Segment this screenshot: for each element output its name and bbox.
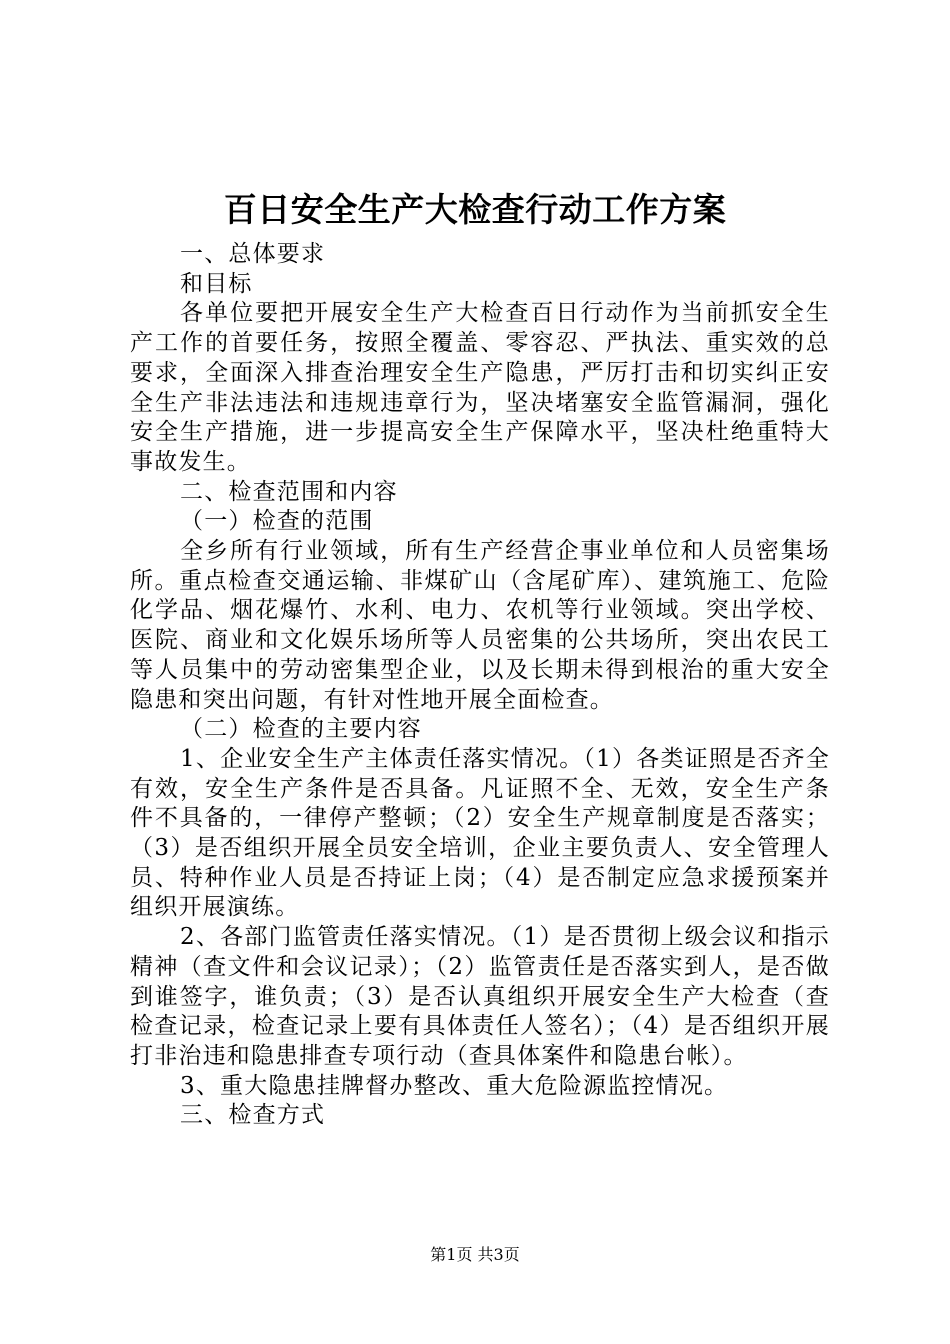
section-heading-1-cont: 和目标	[180, 270, 253, 297]
document-body	[130, 240, 830, 1131]
paragraph-item-1: 1、企业安全生产主体责任落实情况。（1）各类证照是否齐全有效，安全生产条件是否具备。凡证照不全、无效，安全生产条件不具备的，一律停产整顿；（2）安全生产规章制度是否落实；（3）是否组织开展全员安全培训，企业主要负责人、安全管理人员、特种作业人员是否持证上岗；（4）是否制定应急求援预案并组织开展演练。	[130, 745, 830, 921]
paragraph-item-3: 3、重大隐患挂牌督办整改、重大危险源监控情况。	[180, 1072, 729, 1099]
paragraph-goals: 各单位要把开展安全生产大检查百日行动作为当前抓安全生产工作的首要任务，按照全覆盖、零容忍、严执法、重实效的总要求，全面深入排查治理安全生产隐患，严厉打击和切实纠正安全生产非法违法和违规违章行为，坚决堵塞安全监管漏洞，强化安全生产措施，进一步提高安全生产保障水平，坚决杜绝重特大事故发生。	[130, 300, 830, 475]
section-heading-2: 二、检查范围和内容	[180, 478, 398, 505]
subsection-heading-content: （二）检查的主要内容	[180, 716, 422, 743]
paragraph-scope: 全乡所有行业领域，所有生产经营企事业单位和人员密集场所。重点检查交通运输、非煤矿山（含尾矿库）、建筑施工、危险化学品、烟花爆竹、水利、电力、农机等行业领域。突出学校、医院、商业和文化娱乐场所等人员密集的公共场所，突出农民工等人员集中的劳动密集型企业，以及长期未得到根治的重大安全隐患和突出问题，有针对性地开展全面检查。	[130, 538, 830, 713]
section-heading-3: 三、检查方式	[180, 1102, 326, 1129]
section-heading-1: 一、总体要求	[180, 241, 326, 267]
page-indicator: 第1页 共3页	[430, 1245, 520, 1264]
paragraph-item-2: 2、各部门监管责任落实情况。（1）是否贯彻上级会议和指示精神（查文件和会议记录）；（2）监管责任是否落实到人，是否做到谁签字，谁负责；（3）是否认真组织开展安全生产大检查（查检查记录，检查记录上要有具体责任人签名）；（4）是否组织开展打非治违和隐患排查专项行动（查具体案件和隐患台帐）。	[130, 924, 830, 1069]
document-title: 百日安全生产大检查行动工作方案	[223, 190, 727, 229]
subsection-heading-scope: （一）检查的范围	[180, 508, 374, 535]
